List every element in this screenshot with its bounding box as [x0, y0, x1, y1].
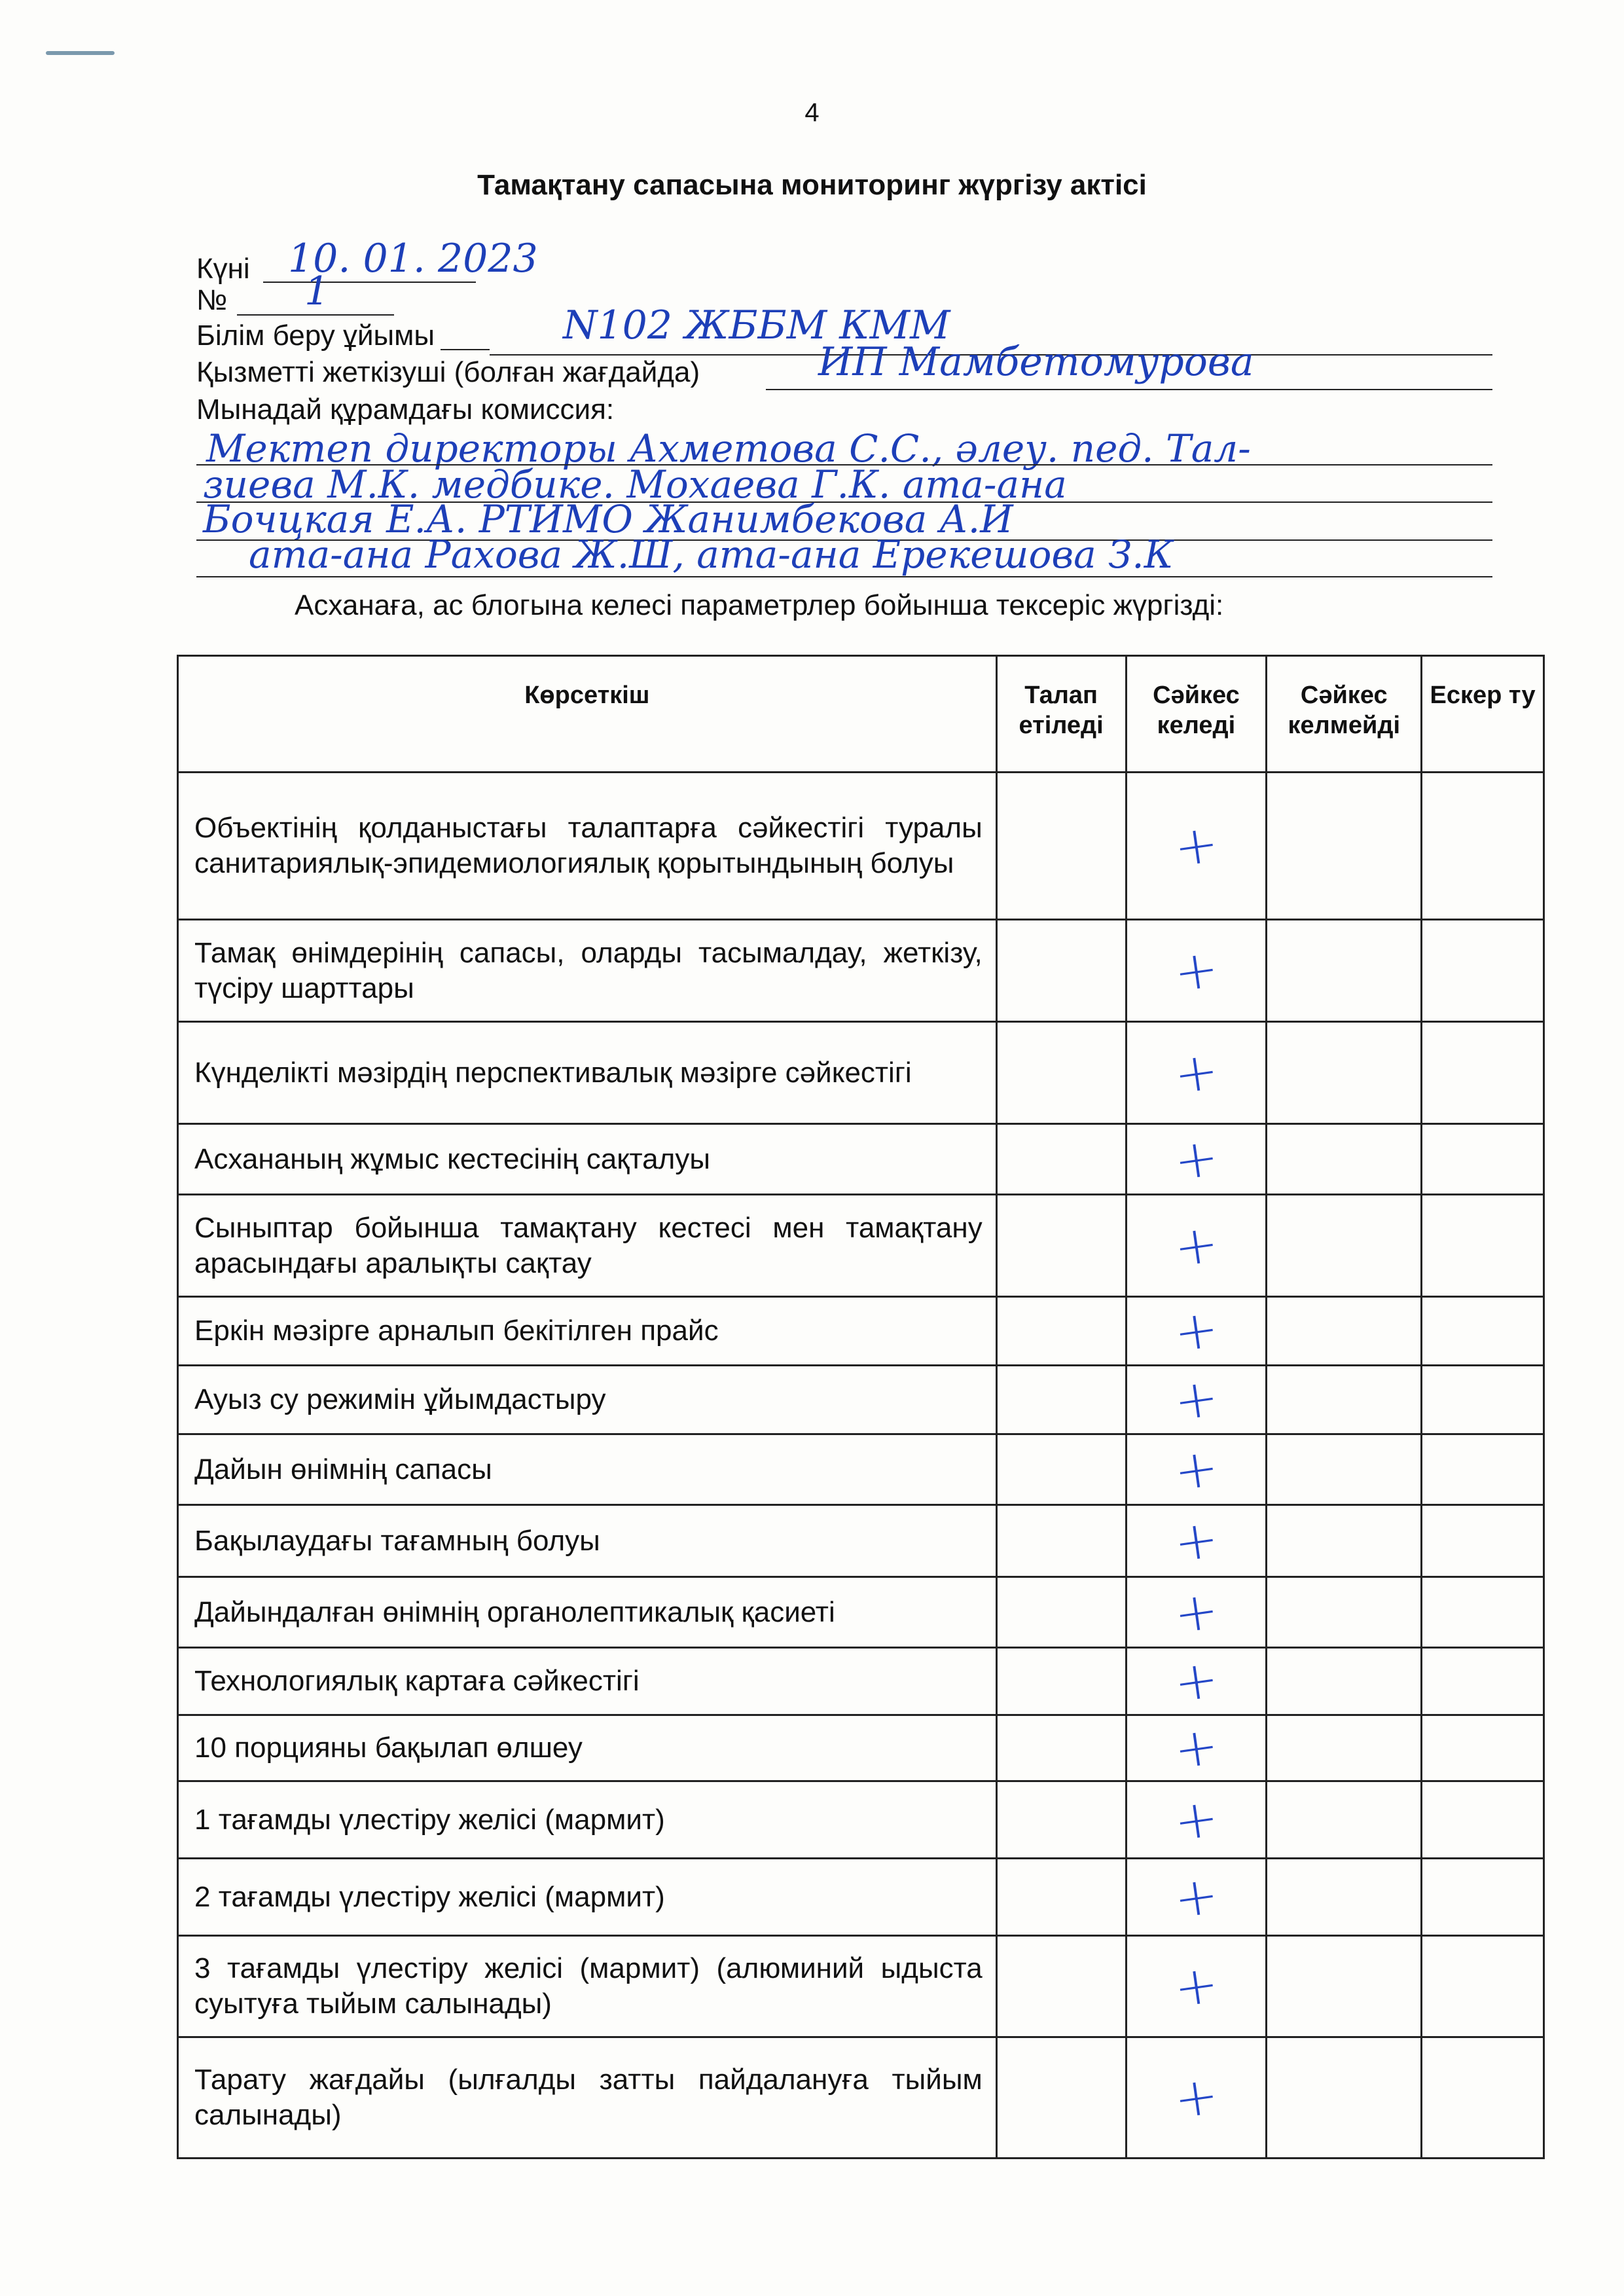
noncompliant-cell: [1267, 1366, 1422, 1434]
check-mark: +: [1170, 1863, 1223, 1930]
commission-line-4: ата-ана Рахова Ж.Ш, ата-ана Ерекешова З.К: [249, 532, 1174, 577]
noncompliant-cell: [1267, 1936, 1422, 2037]
indicator-cell: Технологиялық картаға сәйкестігі: [178, 1648, 997, 1715]
table-row: [178, 1124, 1544, 1195]
check-mark: +: [1170, 1714, 1223, 1781]
table-row: [178, 1715, 1544, 1781]
compliant-cell: [1126, 1936, 1267, 2037]
indicator-cell: Тамақ өнімдерінің сапасы, оларды тасымалдау, жеткізу, түсіру шарттары: [178, 920, 997, 1022]
check-mark: +: [1170, 937, 1223, 1004]
required-cell: [996, 920, 1126, 1022]
org-value: N102 ЖББМ КММ: [563, 302, 950, 348]
date-value: 10. 01. 2023: [288, 236, 538, 282]
compliant-cell: [1126, 1577, 1267, 1648]
table-row: [178, 1936, 1544, 2037]
required-cell: [996, 1505, 1126, 1577]
check-mark: +: [1170, 1952, 1223, 2020]
indicator-cell: 1 тағамды үлестіру желісі (мармит): [178, 1781, 997, 1859]
number-label: №: [196, 284, 228, 316]
required-cell: [996, 1195, 1126, 1297]
compliant-cell: [1126, 773, 1267, 920]
noncompliant-cell: [1267, 1022, 1422, 1124]
note-cell: [1422, 1715, 1544, 1781]
noncompliant-cell: [1267, 920, 1422, 1022]
note-cell: [1422, 1195, 1544, 1297]
note-cell: [1422, 1577, 1544, 1648]
indicator-cell: Бақылаудағы тағамның болуы: [178, 1505, 997, 1577]
number-value: 1: [304, 268, 330, 314]
required-cell: [996, 1434, 1126, 1505]
note-cell: [1422, 1297, 1544, 1366]
note-cell: [1422, 2037, 1544, 2159]
provider-line: [766, 389, 1492, 390]
required-cell: [996, 773, 1126, 920]
monitoring-table: [177, 655, 1545, 2159]
required-cell: [996, 1781, 1126, 1859]
indicator-cell: Ауыз су режимін ұйымдастыру: [178, 1366, 997, 1434]
note-cell: [1422, 773, 1544, 920]
compliant-cell: [1126, 1715, 1267, 1781]
noncompliant-cell: [1267, 1715, 1422, 1781]
header-required: Талап етіледі: [996, 656, 1126, 773]
indicator-cell: Еркін мәзірге арналып бекітілген прайс: [178, 1297, 997, 1366]
note-cell: [1422, 1124, 1544, 1195]
org-label: Білім беру ұйымы: [196, 319, 435, 352]
required-cell: [996, 1715, 1126, 1781]
compliant-cell: [1126, 1022, 1267, 1124]
required-cell: [996, 1366, 1126, 1434]
compliant-cell: [1126, 1195, 1267, 1297]
table-row: [178, 1297, 1544, 1366]
table-row: [178, 1577, 1544, 1648]
header-note: Ескер ту: [1422, 656, 1544, 773]
check-mark: +: [1170, 1039, 1223, 1106]
check-mark: +: [1170, 1125, 1223, 1192]
required-cell: [996, 1936, 1126, 2037]
compliant-cell: [1126, 1859, 1267, 1936]
table-row: [178, 1781, 1544, 1859]
indicator-cell: Дайындалған өнімнің органолептикалық қасиеті: [178, 1577, 997, 1648]
check-mark: +: [1170, 1436, 1223, 1503]
commission-underline-4: [196, 576, 1492, 577]
check-mark: +: [1170, 1366, 1223, 1433]
indicator-cell: Тарату жағдайы (ылғалды затты пайдалануға тыйым салынады): [178, 2037, 997, 2159]
indicator-cell: Дайын өнімнің сапасы: [178, 1434, 997, 1505]
noncompliant-cell: [1267, 1124, 1422, 1195]
intro-text: Асханаға, ас блогына келесі параметрлер бойынша тексеріс жүргізді:: [295, 589, 1224, 621]
noncompliant-cell: [1267, 1648, 1422, 1715]
number-line: [237, 314, 394, 316]
table-row: [178, 2037, 1544, 2159]
noncompliant-cell: [1267, 773, 1422, 920]
page-number: 4: [804, 98, 820, 127]
compliant-cell: [1126, 1124, 1267, 1195]
indicator-cell: Күнделікті мәзірдің перспективалық мәзірге сәйкестігі: [178, 1022, 997, 1124]
required-cell: [996, 1124, 1126, 1195]
note-cell: [1422, 1859, 1544, 1936]
provider-label: Қызметті жеткізуші (болған жағдайда): [196, 356, 700, 388]
check-mark: +: [1170, 1786, 1223, 1853]
note-cell: [1422, 920, 1544, 1022]
indicator-cell: Асхананың жұмыс кестесінің сақталуы: [178, 1124, 997, 1195]
noncompliant-cell: [1267, 1297, 1422, 1366]
scan-artifact: [46, 51, 115, 55]
indicator-cell: 2 тағамды үлестіру желісі (мармит): [178, 1859, 997, 1936]
compliant-cell: [1126, 1648, 1267, 1715]
noncompliant-cell: [1267, 1781, 1422, 1859]
note-cell: [1422, 1648, 1544, 1715]
table-header-row: [178, 656, 1544, 773]
check-mark: +: [1170, 2064, 1223, 2131]
required-cell: [996, 2037, 1126, 2159]
note-cell: [1422, 1022, 1544, 1124]
table-row: [178, 1859, 1544, 1936]
noncompliant-cell: [1267, 2037, 1422, 2159]
compliant-cell: [1126, 1297, 1267, 1366]
table-row: [178, 1505, 1544, 1577]
table-row: [178, 1195, 1544, 1297]
table-row: [178, 773, 1544, 920]
noncompliant-cell: [1267, 1505, 1422, 1577]
commission-line-3: Бочцкая Е.А. РТИМО Жанимбекова А.И: [203, 497, 1013, 541]
date-line: [263, 282, 476, 283]
note-cell: [1422, 1505, 1544, 1577]
check-mark: +: [1170, 812, 1223, 879]
header-indicator: Көрсеткіш: [178, 656, 997, 773]
compliant-cell: [1126, 2037, 1267, 2159]
commission-line-2: зиева М.К. медбике. Мохаева Г.К. ата-ана: [203, 462, 1067, 507]
indicator-cell: 10 порцияны бақылап өлшеу: [178, 1715, 997, 1781]
compliant-cell: [1126, 920, 1267, 1022]
compliant-cell: [1126, 1505, 1267, 1577]
indicator-cell: Сыныптар бойынша тамақтану кестесі мен тамақтану арасындағы аралықты сақтау: [178, 1195, 997, 1297]
table-row: [178, 1434, 1544, 1505]
document-title: Тамақтану сапасына мониторинг жүргізу актісі: [477, 169, 1147, 201]
check-mark: +: [1170, 1297, 1223, 1364]
date-label: Күні: [196, 253, 250, 285]
noncompliant-cell: [1267, 1195, 1422, 1297]
indicator-cell: 3 тағамды үлестіру желісі (мармит) (алюминий ыдыста суытуға тыйым салынады): [178, 1936, 997, 2037]
noncompliant-cell: [1267, 1434, 1422, 1505]
check-mark: +: [1170, 1507, 1223, 1574]
note-cell: [1422, 1781, 1544, 1859]
note-cell: [1422, 1434, 1544, 1505]
compliant-cell: [1126, 1366, 1267, 1434]
compliant-cell: [1126, 1434, 1267, 1505]
note-cell: [1422, 1366, 1544, 1434]
provider-value: ИП Мамбетомурова: [818, 339, 1254, 385]
header-compliant: Сәйкес келеді: [1126, 656, 1267, 773]
indicator-cell: Объектінің қолданыстағы талаптарға сәйкестігі туралы санитариялық-эпидемиологиялық қорытындының болуы: [178, 773, 997, 920]
required-cell: [996, 1577, 1126, 1648]
header-noncompliant: Сәйкес келмейді: [1267, 656, 1422, 773]
table-row: [178, 1366, 1544, 1434]
check-mark: +: [1170, 1212, 1223, 1279]
noncompliant-cell: [1267, 1577, 1422, 1648]
table-row: [178, 920, 1544, 1022]
compliant-cell: [1126, 1781, 1267, 1859]
required-cell: [996, 1297, 1126, 1366]
check-mark: +: [1170, 1578, 1223, 1645]
table-row: [178, 1022, 1544, 1124]
check-mark: +: [1170, 1647, 1223, 1715]
note-cell: [1422, 1936, 1544, 2037]
required-cell: [996, 1859, 1126, 1936]
commission-line-1: Мектеп директоры Ахметова С.С., әлеу. пед. Тал-: [206, 426, 1251, 471]
commission-label: Мынадай құрамдағы комиссия:: [196, 393, 615, 426]
required-cell: [996, 1022, 1126, 1124]
table-row: [178, 1648, 1544, 1715]
org-line-left: [441, 349, 490, 350]
required-cell: [996, 1648, 1126, 1715]
noncompliant-cell: [1267, 1859, 1422, 1936]
